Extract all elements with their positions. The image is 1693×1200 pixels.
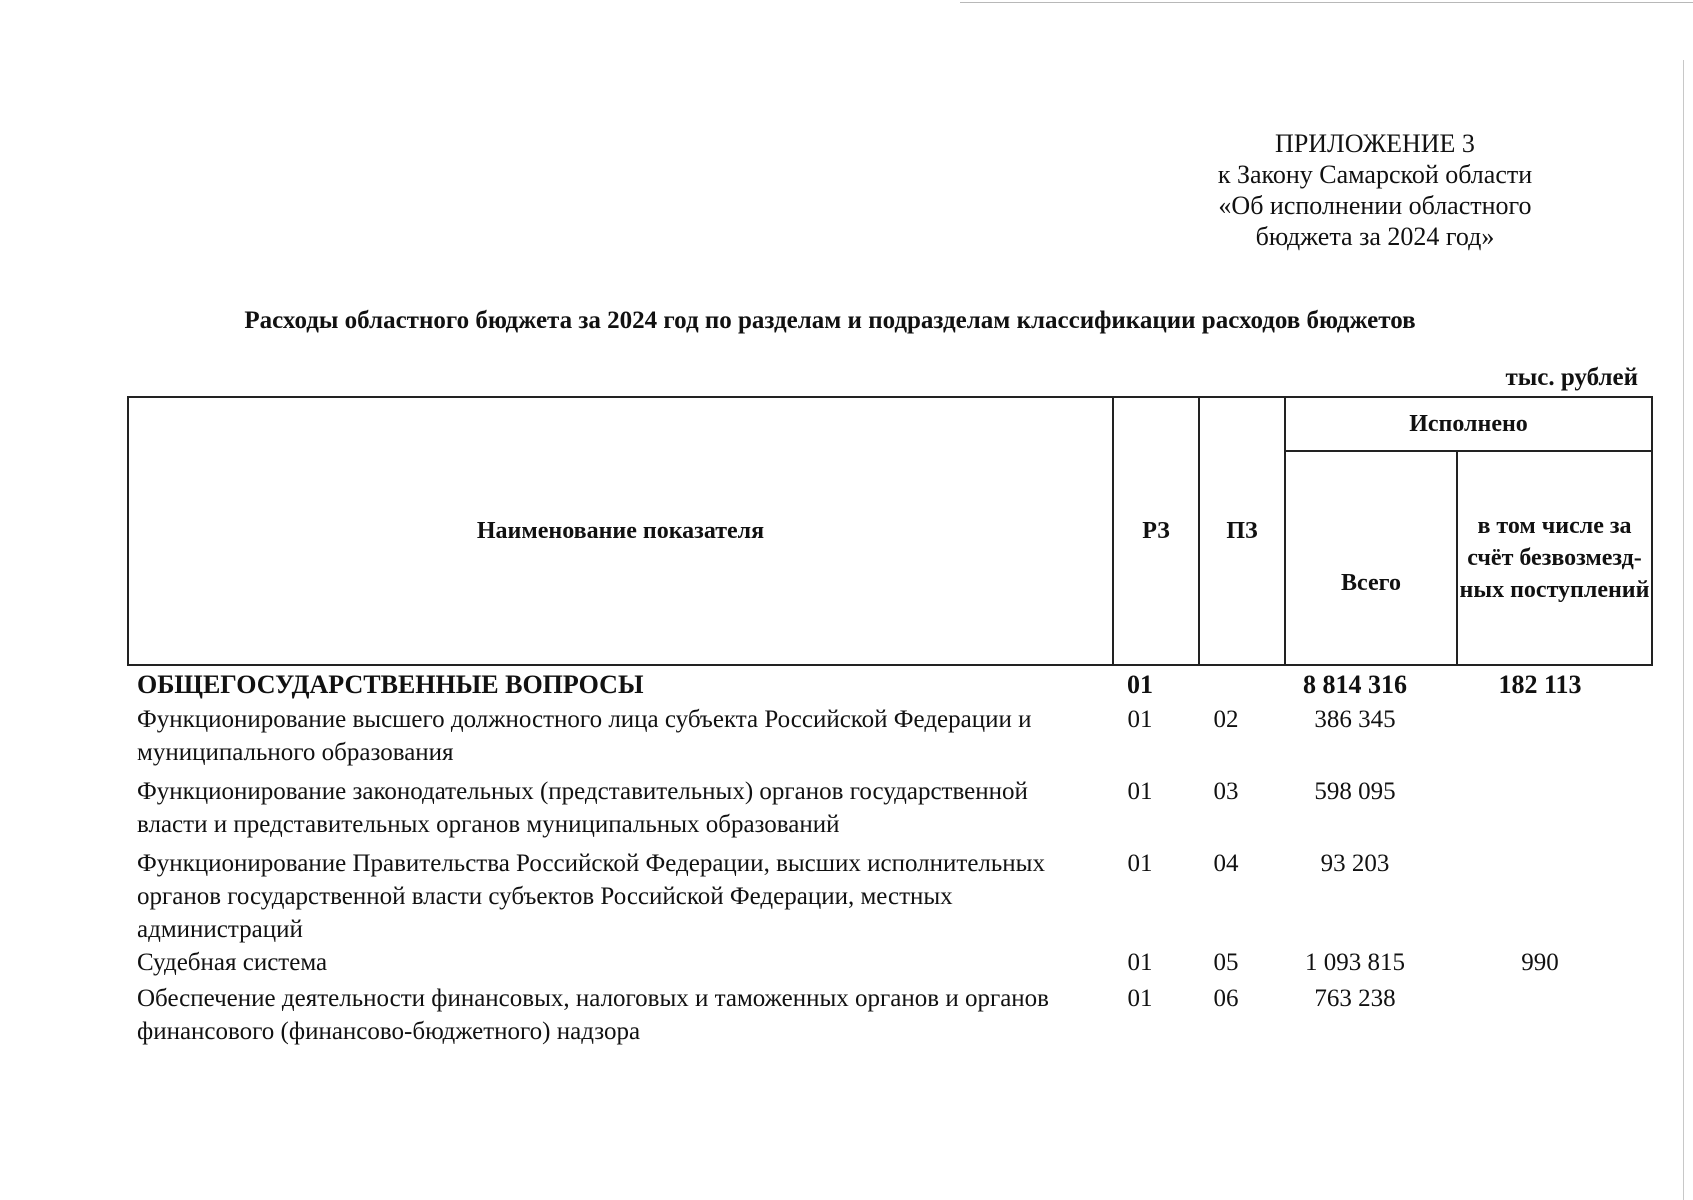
row-free: 990 xyxy=(1521,949,1559,976)
header-executed: Исполнено xyxy=(1409,411,1528,437)
header-pz: ПЗ xyxy=(1226,518,1258,544)
row-name: Функционирование Правительства Российской Федерации, высших исполнительных органов государственной власти субъектов Российской Федерации, местных администраций xyxy=(137,850,1045,943)
table-row xyxy=(137,982,1653,1048)
row-rz: 01 xyxy=(1127,778,1153,805)
appendix-block xyxy=(1150,128,1600,252)
table-row xyxy=(137,775,1653,841)
row-total: 386 345 xyxy=(1314,706,1396,733)
table-row xyxy=(137,946,1653,979)
scan-edge-right xyxy=(1683,60,1684,1200)
appendix-law-title-2: бюджета за 2024 год» xyxy=(1255,222,1495,251)
row-free xyxy=(1441,775,1639,841)
table-header xyxy=(127,396,1653,666)
row-total: 598 095 xyxy=(1314,778,1396,805)
appendix-number: ПРИЛОЖЕНИЕ 3 xyxy=(1275,129,1475,158)
row-free xyxy=(1441,982,1639,1048)
document-title: Расходы областного бюджета за 2024 год по разделам и подразделам классификации расходов бюджетов xyxy=(244,307,1416,334)
row-free xyxy=(1441,703,1639,769)
scan-edge-top xyxy=(960,2,1693,3)
header-total: Всего xyxy=(1341,570,1401,596)
row-total: 93 203 xyxy=(1320,850,1390,877)
row-name: Судебная система xyxy=(137,949,328,976)
header-free: в том числе за счёт безвозмезд-ных поступлений xyxy=(1459,513,1650,603)
row-pz xyxy=(1183,668,1269,701)
table-body xyxy=(137,668,1653,1048)
appendix-law-title-1: «Об исполнении областного xyxy=(1218,191,1532,220)
appendix-law: к Закону Самарской области xyxy=(1217,160,1533,189)
row-total: 763 238 xyxy=(1314,985,1396,1012)
row-name: Функционирование законодательных (представительных) органов государственной власти и представительных органов муниципальных образований xyxy=(137,778,1028,838)
row-name: Обеспечение деятельности финансовых, налоговых и таможенных органов и органов финансового (финансово-бюджетного) надзора xyxy=(137,985,1049,1045)
row-pz: 06 xyxy=(1213,985,1239,1012)
row-rz: 01 xyxy=(1127,706,1153,733)
table-row xyxy=(137,668,1653,701)
units-label: тыс. рублей xyxy=(1505,364,1638,391)
header-name: Наименование показателя xyxy=(476,518,765,544)
row-free xyxy=(1441,847,1639,946)
header-rz: РЗ xyxy=(1142,518,1170,544)
row-rz: 01 xyxy=(1127,985,1153,1012)
row-pz: 04 xyxy=(1213,850,1239,877)
table-row xyxy=(137,703,1653,769)
row-total: 8 814 316 xyxy=(1303,670,1407,699)
table-row xyxy=(137,847,1653,946)
row-pz: 02 xyxy=(1213,706,1239,733)
row-total: 1 093 815 xyxy=(1305,949,1405,976)
row-pz: 05 xyxy=(1213,949,1239,976)
row-name: Функционирование высшего должностного лица субъекта Российской Федерации и муниципального образования xyxy=(137,706,1032,766)
row-rz: 01 xyxy=(1127,850,1153,877)
row-free: 182 113 xyxy=(1498,670,1582,699)
row-rz: 01 xyxy=(1127,949,1153,976)
row-pz: 03 xyxy=(1213,778,1239,805)
row-rz: 01 xyxy=(1127,670,1153,699)
row-name: ОБЩЕГОСУДАРСТВЕННЫЕ ВОПРОСЫ xyxy=(137,670,644,699)
